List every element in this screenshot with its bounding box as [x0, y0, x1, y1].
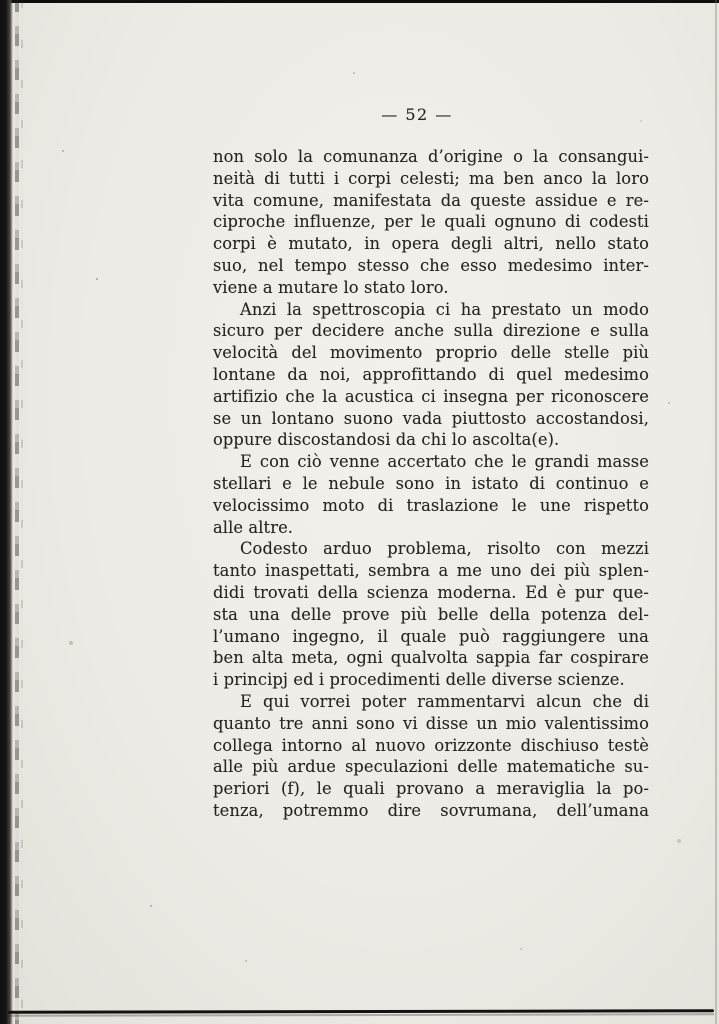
text-line: suo, nel tempo stesso che esso medesimo inter- — [213, 255, 649, 275]
text-line: periori (f), le quali provano a meraviglia la po- — [213, 779, 649, 799]
text-line: se un lontano suono vada piuttosto accostandosi, — [213, 408, 649, 428]
text-line: lontane da noi, approfittando di quel medesimo — [213, 364, 649, 384]
text-line: didi trovati della scienza moderna. Ed è pur que- — [213, 582, 649, 602]
text-line: velocità del movimento proprio delle stelle più — [213, 343, 649, 363]
text-line: sicuro per decidere anche sulla direzione e sulla — [213, 321, 649, 341]
paragraph — [213, 538, 649, 691]
scan-edge-left-binding — [0, 0, 13, 1024]
text-line: artifizio che la acustica ci insegna per riconoscere — [213, 386, 649, 406]
text-line: tanto inaspettati, sembra a me uno dei più splen- — [213, 561, 649, 581]
text-line: ciproche influenze, per le quali ognuno di codesti — [213, 212, 649, 232]
scan-left-streak — [15, 0, 19, 1024]
text-line: sta una delle prove più belle della potenza del- — [213, 604, 649, 624]
text-line: ben alta meta, ogni qualvolta sappia far cospirare — [213, 648, 649, 668]
text-line: l’umano ingegno, il quale può raggiungere una — [213, 626, 649, 646]
paragraph — [213, 691, 649, 822]
page-text — [213, 146, 649, 822]
text-line: oppure discostandosi da chi lo ascolta(e). — [213, 430, 560, 450]
text-line: velocissimo moto di traslazione le une rispetto — [213, 495, 649, 515]
page-number: — 52 — — [381, 105, 453, 124]
text-line: alle altre. — [213, 517, 294, 537]
text-line: non solo la comunanza d’origine o la consangui- — [213, 147, 649, 166]
text-line: Codesto arduo problema, risolto con mezzi — [240, 539, 649, 559]
text-line: collega intorno al nuovo orizzonte dischiuso testè — [213, 735, 649, 755]
scan-left-streak-faint — [21, 0, 23, 1024]
text-line: neità di tutti i corpi celesti; ma ben anco la loro — [213, 168, 649, 188]
text-line: corpi è mutato, in opera degli altri, nello stato — [213, 234, 649, 254]
scan-edge-top — [0, 0, 719, 3]
paragraph — [213, 451, 649, 538]
scan-edge-right — [715, 0, 717, 1024]
text-line: tenza, potremmo dire sovrumana, dell’umana — [213, 800, 649, 820]
text-line: Anzi la spettroscopia ci ha prestato un modo — [240, 299, 649, 319]
text-line: E qui vorrei poter rammentarvi alcun che di — [240, 691, 649, 711]
text-line: viene a mutare lo stato loro. — [213, 277, 449, 297]
text-line: quanto tre anni sono vi disse un mio valentissimo — [213, 713, 649, 733]
paragraph — [213, 299, 649, 452]
text-line: alle più ardue speculazioni delle matematiche su- — [213, 757, 649, 777]
text-line: vita comune, manifestata da queste assidue e re- — [213, 190, 649, 210]
text-line: i principj ed i procedimenti delle diverse scienze. — [213, 670, 625, 690]
text-line: stellari e le nebule sono in istato di continuo e — [213, 473, 649, 493]
paragraph — [213, 146, 649, 299]
text-line: E con ciò venne accertato che le grandi masse — [240, 452, 649, 472]
scan-noise-specks — [0, 0, 2, 2]
